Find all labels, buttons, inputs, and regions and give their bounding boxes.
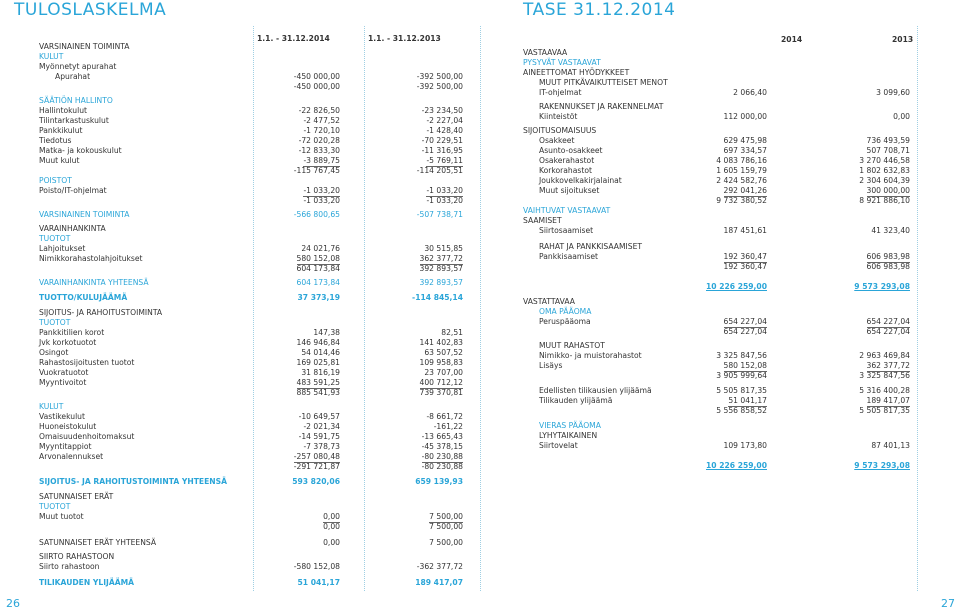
row-label: Asunto-osakkeet [539,146,603,155]
table-row [39,146,464,156]
value-current-year: 3 325 847,56 [716,351,767,360]
table-row [523,461,913,471]
value-previous-year: 41 323,40 [871,226,910,235]
value-previous-year: -114 845,14 [412,293,463,302]
table-row [523,166,913,176]
value-previous-year: -8 661,72 [426,412,463,421]
table-row [523,282,913,292]
table-row [39,116,464,126]
page-number-left: 26 [6,597,20,610]
value-current-year: 31 816,19 [301,368,340,377]
row-label: SATUNNAISET ERÄT YHTEENSÄ [39,538,157,547]
value-previous-year: -45 378,15 [421,442,463,451]
row-label: Jvk korkotuotot [39,338,97,347]
value-previous-year: 189 417,07 [415,578,463,587]
table-row [39,72,464,82]
value-current-year: 2 066,40 [733,88,767,97]
table-row [523,68,913,78]
table-row [39,318,464,328]
row-label: Myyntitappiot [39,442,92,451]
value-current-year: -3 889,75 [303,156,340,165]
balance-col-header-2014: 2014 [781,35,803,44]
row-label: Matka- ja kokouskulut [39,146,122,155]
table-row [39,402,464,412]
row-label: Siirto rahastoon [39,562,100,571]
value-current-year: -2 021,34 [303,422,340,431]
value-previous-year: -362 377,72 [416,562,463,571]
row-label: Osingot [39,348,69,357]
table-row [39,358,464,368]
value-current-year: 580 152,08 [296,254,340,263]
value-current-year: 10 226 259,00 [705,461,767,470]
value-current-year: 654 227,04 [723,317,767,326]
row-label: Vuokratuotot [39,368,89,377]
table-row [39,378,464,388]
value-previous-year: 63 507,52 [424,348,463,357]
table-row [39,106,464,116]
table-row [39,244,464,254]
value-current-year: 483 591,25 [296,378,340,387]
table-row [523,327,913,337]
table-row [523,226,913,236]
table-row [523,361,913,371]
row-label: KULUT [39,402,64,411]
value-current-year: 593 820,06 [292,477,340,486]
table-row [523,431,913,441]
value-previous-year: 392 893,57 [419,264,463,273]
table-row [523,386,913,396]
value-previous-year: 400 712,12 [419,378,463,387]
row-label: Pankkitilien korot [39,328,105,337]
row-label: Vastikekulut [39,412,85,421]
value-previous-year: 109 958,83 [419,358,463,367]
value-current-year: 885 541,93 [296,388,340,397]
value-current-year: -1 720,10 [303,126,340,135]
row-label: TUOTOT [39,234,71,243]
row-label: VARSINAINEN TOIMINTA [39,42,130,51]
value-current-year: 0,00 [323,512,340,521]
table-row [523,78,913,88]
row-label: VARAINHANKINTA [39,224,106,233]
table-row [39,348,464,358]
row-label: Siirtovelat [539,441,578,450]
value-previous-year: -392 500,00 [416,82,463,91]
page-number-right: 27 [941,597,955,610]
row-label: SIJOITUS- JA RAHOITUSTOIMINTA YHTEENSÄ [39,477,227,486]
value-current-year: 146 946,84 [296,338,340,347]
table-row [39,492,464,502]
table-row [523,186,913,196]
table-row [523,176,913,186]
row-label: VASTAAVAA [523,48,568,57]
row-label: TILIKAUDEN YLIJÄÄMÄ [39,578,135,587]
value-current-year: 169 025,81 [296,358,340,367]
row-label: VARAINHANKINTA YHTEENSÄ [39,278,149,287]
row-label: Muut sijoitukset [539,186,600,195]
value-current-year: -72 020,28 [298,136,340,145]
table-row [39,308,464,318]
value-current-year: -7 378,73 [303,442,340,451]
value-previous-year: 606 983,98 [866,252,910,261]
table-row [523,156,913,166]
table-row [523,48,913,58]
value-previous-year: 5 316 400,28 [859,386,910,395]
value-previous-year: -114 205,51 [416,166,463,175]
value-current-year: 109 173,80 [723,441,767,450]
value-previous-year: 736 493,59 [866,136,910,145]
value-current-year: -450 000,00 [293,82,340,91]
value-current-year: 5 556 858,52 [716,406,767,415]
value-previous-year: 23 707,00 [424,368,463,377]
value-current-year: -12 833,30 [298,146,340,155]
value-previous-year: 654 227,04 [866,317,910,326]
table-row [39,52,464,62]
row-label: IT-ohjelmat [539,88,582,97]
value-current-year: 3 905 999,64 [716,371,767,380]
table-row [39,338,464,348]
table-row [523,196,913,206]
row-label: VIERAS PÄÄOMA [539,421,601,430]
value-previous-year: -507 738,71 [416,210,463,219]
value-previous-year: -80 230,88 [421,452,463,461]
value-previous-year: 7 500,00 [429,522,463,531]
table-row [523,341,913,351]
row-label: Poisto/IT-ohjelmat [39,186,107,195]
table-row [523,112,913,122]
row-label: MUUT PITKÄVAIKUTTEISET MENOT [539,78,668,87]
row-label: TUOTOT [39,502,71,511]
table-row [39,538,464,548]
value-previous-year: 0,00 [893,112,910,121]
value-current-year: -14 591,75 [298,432,340,441]
row-label: Osakkeet [539,136,575,145]
value-current-year: 54 014,46 [301,348,340,357]
table-row [39,422,464,432]
table-row [39,368,464,378]
value-previous-year: 141 402,83 [419,338,463,347]
value-previous-year: 3 270 446,58 [859,156,910,165]
value-previous-year: -1 428,40 [426,126,463,135]
value-previous-year: 1 802 632,83 [859,166,910,175]
value-current-year: -580 152,08 [293,562,340,571]
value-current-year: -10 649,57 [298,412,340,421]
table-row [39,552,464,562]
value-previous-year: 507 708,71 [866,146,910,155]
row-label: VASTATTAVAA [523,297,575,306]
balance-col-header-2013: 2013 [892,35,914,44]
value-current-year: 9 732 380,52 [716,196,767,205]
table-row [39,452,464,462]
column-divider [917,26,918,591]
row-label: SIIRTO RAHASTOON [39,552,115,561]
value-previous-year: 606 983,98 [866,262,910,271]
value-current-year: -1 033,20 [303,196,340,205]
row-label: Hallintokulut [39,106,88,115]
table-row [39,264,464,274]
value-previous-year: 362 377,72 [866,361,910,370]
row-label: Joukkovelkakirjalainat [539,176,622,185]
value-current-year: 51 041,17 [728,396,767,405]
row-label: Tilikauden ylijäämä [539,396,613,405]
table-row [39,136,464,146]
row-label: Osakerahastot [539,156,595,165]
table-row [39,62,464,72]
value-current-year: -2 477,52 [303,116,340,125]
row-label: Myönnetyt apurahat [39,62,117,71]
value-current-year: 0,00 [323,538,340,547]
row-label: TUOTTO/KULUJÄÄMÄ [39,293,128,302]
table-row [39,412,464,422]
table-row [39,156,464,166]
value-previous-year: 300 000,00 [866,186,910,195]
table-row [39,522,464,532]
value-current-year: 604 173,84 [296,264,340,273]
row-label: Omaisuudenhoitomaksut [39,432,135,441]
table-row [523,371,913,381]
table-row [523,421,913,431]
value-previous-year: 30 515,85 [424,244,463,253]
value-previous-year: 392 893,57 [419,278,463,287]
value-current-year: -22 826,50 [298,106,340,115]
table-row [523,441,913,451]
row-label: Lahjoitukset [39,244,86,253]
value-previous-year: 82,51 [441,328,463,337]
value-current-year: 10 226 259,00 [705,282,767,291]
table-row [39,186,464,196]
value-current-year: -566 800,65 [293,210,340,219]
row-label: POISTOT [39,176,72,185]
income-col-header-2014: 1.1. - 31.12.2014 [257,34,330,43]
row-label: Edellisten tilikausien ylijäämä [539,386,652,395]
row-label: Myyntivoitot [39,378,87,387]
value-current-year: -115 767,45 [293,166,340,175]
table-row [39,442,464,452]
value-current-year: 654 227,04 [723,327,767,336]
value-current-year: 292 041,26 [723,186,767,195]
table-row [523,146,913,156]
row-label: Lisäys [539,361,563,370]
row-label: Kiinteistöt [539,112,578,121]
table-row [39,328,464,338]
table-row [39,126,464,136]
table-row [39,96,464,106]
row-label: Arvonalennukset [39,452,104,461]
value-previous-year: 189 417,07 [866,396,910,405]
table-row [523,307,913,317]
page-title-left: TULOSLASKELMA [14,0,167,20]
value-previous-year: -161,22 [433,422,463,431]
table-row [39,512,464,522]
row-label: Muut tuotot [39,512,84,521]
value-previous-year: 7 500,00 [429,512,463,521]
row-label: RAHAT JA PANKKISAAMISET [539,242,643,251]
value-current-year: 1 605 159,79 [716,166,767,175]
value-current-year: 5 505 817,35 [716,386,767,395]
value-current-year: -450 000,00 [293,72,340,81]
value-previous-year: 5 505 817,35 [859,406,910,415]
row-label: Korkorahastot [539,166,592,175]
value-previous-year: 9 573 293,08 [854,461,910,470]
row-label: Tiedotus [39,136,72,145]
row-label: Rahastosijoitusten tuotot [39,358,135,367]
row-label: SIJOITUSOMAISUUS [523,126,597,135]
value-previous-year: 3 325 847,56 [859,371,910,380]
value-previous-year: -23 234,50 [421,106,463,115]
table-row [523,206,913,216]
table-row [39,462,464,472]
row-label: SIJOITUS- JA RAHOITUSTOIMINTA [39,308,163,317]
value-previous-year: 362 377,72 [419,254,463,263]
value-current-year: 0,00 [323,522,340,531]
value-previous-year: -80 230,88 [421,462,463,471]
row-label: Nimikkorahastolahjoitukset [39,254,143,263]
row-label: Tilintarkastuskulut [39,116,109,125]
table-row [39,388,464,398]
row-label: Nimikko- ja muistorahastot [539,351,642,360]
page-divider [480,26,481,591]
value-previous-year: 7 500,00 [429,538,463,547]
value-current-year: 697 334,57 [723,146,767,155]
value-current-year: 51 041,17 [297,578,340,587]
row-label: SATUNNAISET ERÄT [39,492,114,501]
table-row [39,293,464,303]
row-label: VARSINAINEN TOIMINTA [39,210,130,219]
table-row [39,224,464,234]
row-label: Apurahat [55,72,91,81]
table-row [523,58,913,68]
table-row [39,176,464,186]
row-label: SAAMISET [523,216,562,225]
value-current-year: 37 373,19 [297,293,340,302]
row-label: OMA PÄÄOMA [539,307,592,316]
value-previous-year: 8 921 886,10 [859,196,910,205]
table-row [523,102,913,112]
value-previous-year: 87 401,13 [871,441,910,450]
table-row [39,432,464,442]
value-current-year: 604 173,84 [296,278,340,287]
table-row [39,166,464,176]
value-current-year: 4 083 786,16 [716,156,767,165]
value-previous-year: -2 227,04 [426,116,463,125]
table-row [523,242,913,252]
value-current-year: -257 080,48 [293,452,340,461]
value-previous-year: 9 573 293,08 [854,282,910,291]
table-row [523,396,913,406]
value-current-year: 187 451,61 [723,226,767,235]
table-row [523,262,913,272]
value-previous-year: 739 370,81 [419,388,463,397]
value-previous-year: 659 139,93 [415,477,463,486]
row-label: Pankkisaamiset [539,252,598,261]
row-label: MUUT RAHASTOT [539,341,605,350]
value-previous-year: 2 304 604,39 [859,176,910,185]
table-row [523,351,913,361]
value-current-year: 112 000,00 [723,112,767,121]
row-label: Pankkikulut [39,126,83,135]
table-row [523,297,913,307]
row-label: RAKENNUKSET JA RAKENNELMAT [539,102,664,111]
table-row [523,252,913,262]
table-row [39,82,464,92]
row-label: PYSYVÄT VASTAAVAT [523,58,601,67]
table-row [39,278,464,288]
table-row [39,196,464,206]
value-previous-year: -13 665,43 [421,432,463,441]
row-label: SÄÄTIÖN HALLINTO [39,96,113,105]
value-current-year: -1 033,20 [303,186,340,195]
table-row [523,406,913,416]
table-row [39,254,464,264]
value-previous-year: -11 316,95 [421,146,463,155]
value-previous-year: 2 963 469,84 [859,351,910,360]
table-row [39,42,464,52]
table-row [523,216,913,226]
value-current-year: -291 721,87 [293,462,340,471]
value-previous-year: -70 229,51 [421,136,463,145]
value-current-year: 192 360,47 [723,252,767,261]
value-previous-year: 3 099,60 [876,88,910,97]
table-row [39,477,464,487]
value-previous-year: -5 769,11 [426,156,463,165]
table-row [523,317,913,327]
row-label: Peruspääoma [539,317,591,326]
income-col-header-2013: 1.1. - 31.12.2013 [368,34,441,43]
row-label: VAIHTUVAT VASTAAVAT [523,206,611,215]
table-row [39,578,464,588]
table-row [523,88,913,98]
value-previous-year: -1 033,20 [426,196,463,205]
value-current-year: 24 021,76 [301,244,340,253]
table-row [523,136,913,146]
value-current-year: 629 475,98 [723,136,767,145]
value-current-year: 192 360,47 [723,262,767,271]
row-label: AINEETTOMAT HYÖDYKKEET [523,68,630,77]
value-current-year: 147,38 [313,328,340,337]
row-label: LYHYTAIKAINEN [539,431,598,440]
value-current-year: 2 424 582,76 [716,176,767,185]
value-previous-year: 654 227,04 [866,327,910,336]
table-row [39,234,464,244]
row-label: Muut kulut [39,156,80,165]
row-label: Siirtosaamiset [539,226,594,235]
page-title-right: TASE 31.12.2014 [523,0,676,20]
row-label: KULUT [39,52,64,61]
value-current-year: 580 152,08 [723,361,767,370]
value-previous-year: -1 033,20 [426,186,463,195]
value-previous-year: -392 500,00 [416,72,463,81]
table-row [39,562,464,572]
table-row [39,210,464,220]
row-label: Huoneistokulut [39,422,97,431]
table-row [523,126,913,136]
row-label: TUOTOT [39,318,71,327]
table-row [39,502,464,512]
